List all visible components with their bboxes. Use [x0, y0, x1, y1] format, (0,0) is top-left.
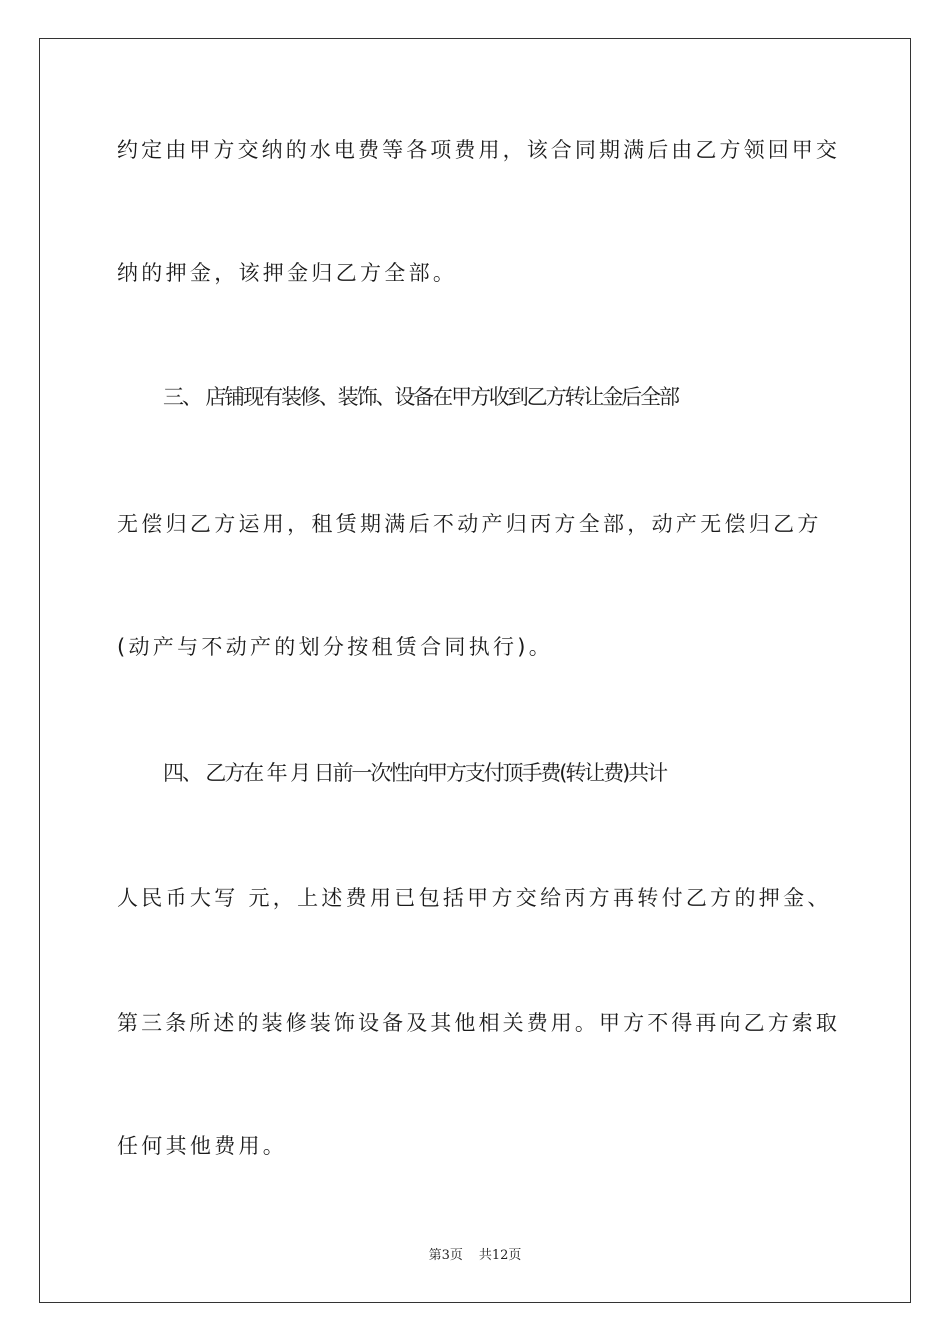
- section-three-line-3: (动产与不动产的划分按租赁合同执行)。: [117, 635, 554, 659]
- page-border: [39, 38, 911, 1303]
- paragraph-line-2: 纳的押金，该押金归乙方全部。: [117, 261, 458, 285]
- section-four-line-1: 四、 乙方在 年 月 日前一次性向甲方支付顶手费(转让费)共计: [163, 761, 666, 785]
- section-three-line-1: 三、 店铺现有装修、装饰、设备在甲方收到乙方转让金后全部: [163, 385, 678, 409]
- section-four-line-4: 任何其他费用。: [117, 1134, 288, 1158]
- section-three-line-2: 无偿归乙方运用，租赁期满后不动产归丙方全部，动产无偿归乙方: [117, 512, 822, 536]
- paragraph-line-1: 约定由甲方交纳的水电费等各项费用，该合同期满后由乙方领回甲交: [117, 138, 840, 162]
- section-four-line-3: 第三条所述的装修装饰设备及其他相关费用。甲方不得再向乙方索取: [117, 1011, 840, 1035]
- section-four-line-2: 人民币大写 元，上述费用已包括甲方交给丙方再转付乙方的押金、: [117, 886, 832, 910]
- page-total: 共12页: [478, 1248, 522, 1263]
- page-number: 第3页: [428, 1248, 463, 1263]
- page-footer: [0, 1247, 950, 1265]
